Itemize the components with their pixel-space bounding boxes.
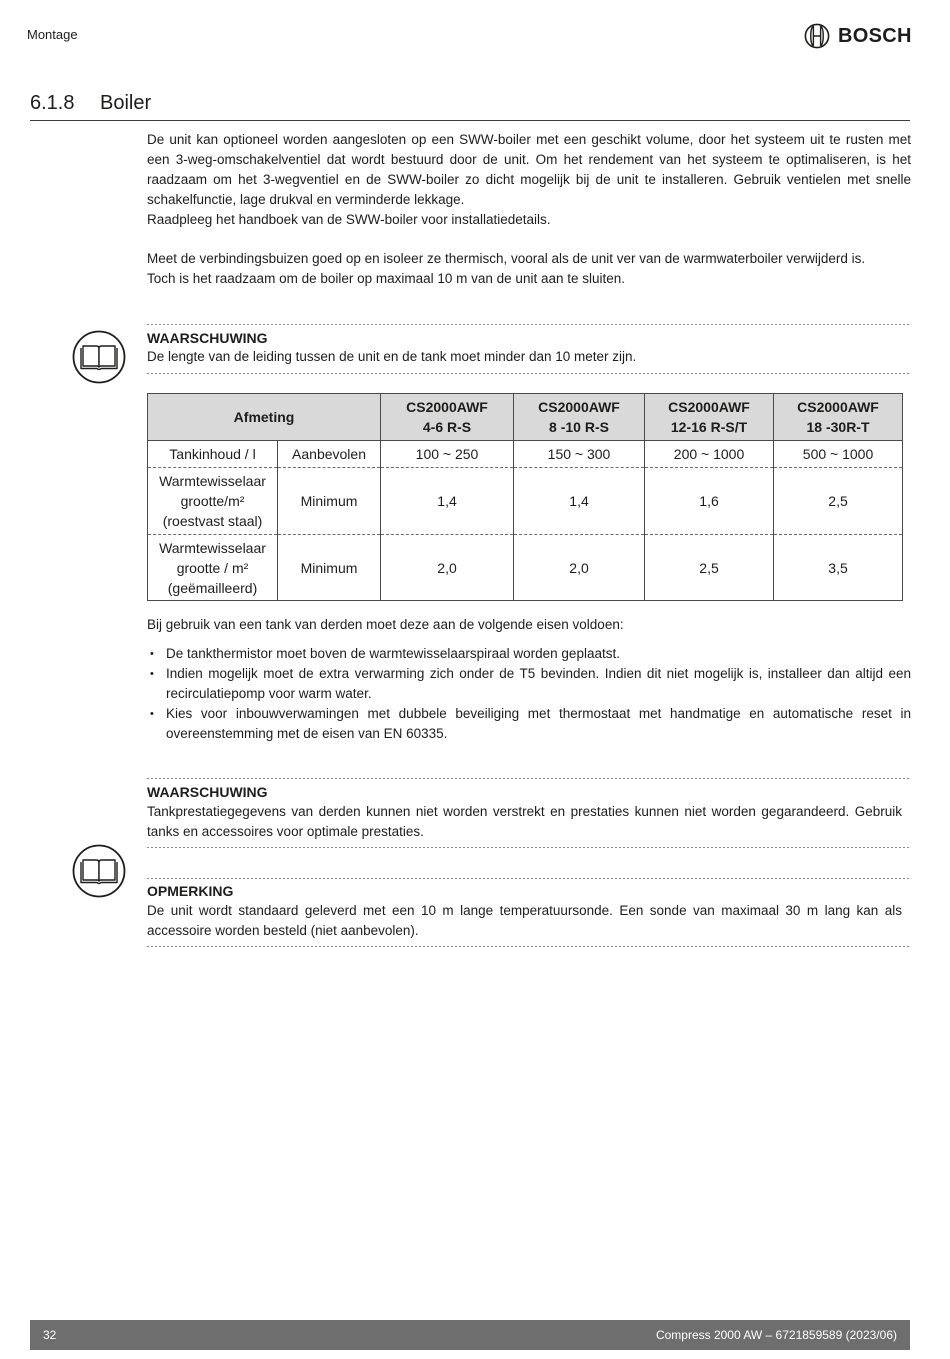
table-cell: 1,4 — [381, 468, 514, 535]
note-box — [147, 881, 902, 941]
note-title: OPMERKING — [147, 883, 234, 899]
list-item-line: • Indien mogelijk moet de extra verwarming zich onder de T5 bevinden. Indien dit niet mogelijk is, installeer dan altijd een — [166, 666, 911, 681]
list-item — [166, 644, 911, 664]
section-number: 6.1.8 — [30, 92, 75, 114]
model-name: CS2000AWF — [538, 399, 620, 415]
warning-title: WAARSCHUWING — [147, 784, 268, 800]
table-cell: 2,0 — [381, 535, 514, 601]
warning-divider-top — [147, 324, 911, 325]
bosch-logo — [804, 23, 912, 49]
column-header-model — [645, 394, 774, 441]
model-name: CS2000AWF — [797, 399, 879, 415]
row-label: Tankinhoud / l — [148, 441, 278, 468]
table-row — [148, 441, 903, 468]
page-number: 32 — [43, 1328, 57, 1342]
column-header-model — [514, 394, 645, 441]
paragraph-line: De unit kan optioneel worden aangesloten op een SWW-boiler met een geschikt volume, door het systeem uit te rusten met — [147, 132, 911, 147]
paragraph-line: een 3-weg-omschakelventiel dat wordt bestuurd door de unit. Om het rendement van het systeem te optimaliseren, is het — [147, 152, 911, 167]
table-cell: 2,5 — [774, 468, 903, 535]
paragraph-line: Toch is het raadzaam om de boiler op maximaal 10 m van de unit aan te sluiten. — [147, 271, 626, 286]
section-heading — [30, 90, 151, 116]
section-title: Boiler — [100, 92, 152, 114]
list-item — [166, 704, 911, 744]
model-variant: 8 -10 R-S — [549, 419, 609, 435]
document-info: Compress 2000 AW – 6721859589 (2023/06) — [655, 1328, 897, 1342]
boiler-spec-table — [147, 393, 903, 601]
warning-box-pipe-length — [147, 328, 911, 367]
table-cell: 1,6 — [645, 468, 774, 535]
column-header-model — [774, 394, 903, 441]
requirements-list — [166, 644, 911, 744]
warning-box-third-party — [147, 782, 902, 842]
model-variant: 12-16 R-S/T — [670, 419, 748, 435]
warning-text: Tankprestatiegegevens van derden kunnen niet worden verstrekt en prestaties kunnen niet worden gegarandeerd. Gebruik — [147, 804, 902, 819]
table-cell: 500 ~ 1000 — [774, 441, 903, 468]
model-name: CS2000AWF — [406, 399, 488, 415]
requirements-intro — [147, 615, 911, 635]
table-cell: 100 ~ 250 — [381, 441, 514, 468]
warning-text: De lengte van de leiding tussen de unit en de tank moet minder dan 10 meter zijn. — [147, 349, 637, 364]
note-divider-top — [147, 878, 911, 879]
row-kind: Aanbevolen — [278, 441, 381, 468]
warning-text: tanks en accessoires voor optimale prestaties. — [147, 824, 424, 839]
column-header-dimension: Afmeting — [148, 394, 381, 441]
bosch-armature-icon — [804, 23, 830, 49]
table-cell: 2,5 — [645, 535, 774, 601]
list-item-line: • De tankthermistor moet boven de warmtewisselaarspiraal worden geplaatst. — [166, 646, 620, 661]
list-item-line: overeenstemming met de eisen van EN 60335. — [166, 726, 448, 741]
row-kind: Minimum — [278, 468, 381, 535]
model-variant: 18 -30R-T — [806, 419, 870, 435]
running-header-section: Montage — [27, 27, 78, 42]
intro-paragraph-2 — [147, 249, 911, 289]
table-row — [148, 535, 903, 601]
bosch-wordmark: BOSCH — [838, 25, 912, 47]
table-cell: 2,0 — [514, 535, 645, 601]
table-cell: 200 ~ 1000 — [645, 441, 774, 468]
book-icon — [72, 330, 126, 384]
note-text: De unit wordt standaard geleverd met een 10 m lange temperatuursonde. Een sonde van maximaal 30 m lang kan als — [147, 903, 902, 918]
row-label: Warmtewisselaar grootte / m² (geëmailleerd) — [148, 535, 278, 601]
intro-paragraph-1 — [147, 130, 911, 230]
paragraph-line: schakelfunctie, lage drukval en verminderde lekkage. — [147, 192, 465, 207]
note-text: accessoire worden besteld (niet aanbevolen). — [147, 923, 419, 938]
book-icon — [72, 844, 126, 898]
table-cell: 3,5 — [774, 535, 903, 601]
warning-title: WAARSCHUWING — [147, 330, 268, 346]
list-item-line: recirculatiepomp voor warm water. — [166, 686, 372, 701]
row-label: Warmtewisselaar grootte/m² (roestvast staal) — [148, 468, 278, 535]
paragraph-line: Bij gebruik van een tank van derden moet deze aan de volgende eisen voldoen: — [147, 617, 624, 632]
warning-divider-bottom — [147, 373, 911, 374]
note-divider-bottom — [147, 946, 911, 947]
page-footer — [30, 1320, 910, 1350]
warning-divider-top — [147, 778, 911, 779]
row-kind: Minimum — [278, 535, 381, 601]
column-header-model — [381, 394, 514, 441]
model-variant: 4-6 R-S — [422, 419, 472, 435]
table-cell: 1,4 — [514, 468, 645, 535]
table-row — [148, 468, 903, 535]
paragraph-line: Raadpleeg het handboek van de SWW-boiler voor installatiedetails. — [147, 212, 551, 227]
table-cell: 150 ~ 300 — [514, 441, 645, 468]
model-name: CS2000AWF — [668, 399, 750, 415]
warning-divider-bottom — [147, 847, 911, 848]
paragraph-line: raadzaam om het 3-wegventiel en de SWW-boiler zo dicht mogelijk bij de unit te installeren. Gebruik ventielen met snelle — [147, 172, 911, 187]
table-header-row — [148, 394, 903, 441]
paragraph-line: Meet de verbindingsbuizen goed op en isoleer ze thermisch, vooral als de unit ver van de warmwaterboiler verwijderd is. — [147, 251, 866, 266]
heading-divider — [30, 120, 910, 121]
list-item — [166, 664, 911, 704]
list-item-line: • Kies voor inbouwverwamingen met dubbele beveiliging met thermostaat met handmatige en automatische reset in — [166, 706, 911, 721]
